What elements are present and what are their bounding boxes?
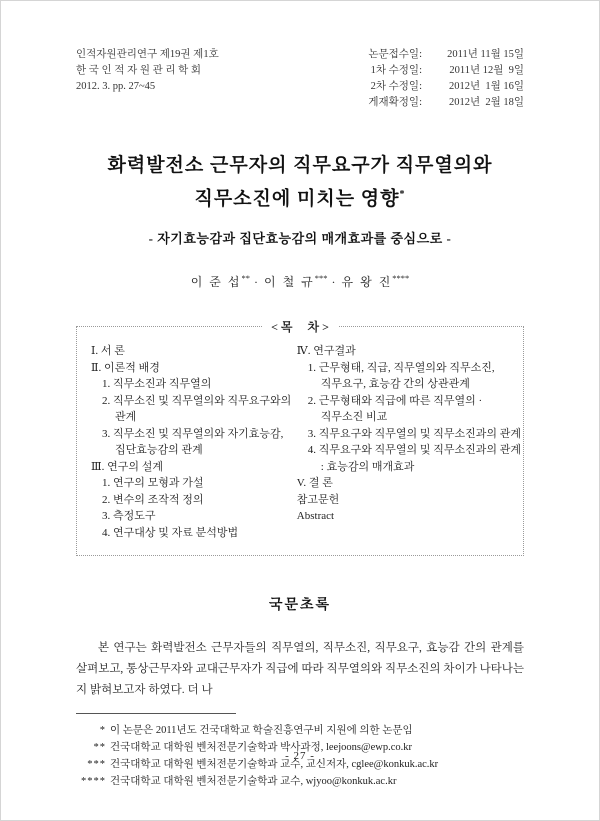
paper-title [76, 151, 524, 213]
toc-item: Ⅱ. 이론적 배경 [91, 361, 160, 374]
journal-info [76, 47, 219, 95]
korean-abstract-body: 본 연구는 화력발전소 근무자들의 직무열의, 직무소진, 직무요구, 효능감 간의 관계를 살펴보고, 통상근무자와 교대근무자가 직급에 따라 직무열의와 직무소진의 차이가 나타나는지 밝혀보고자 하였다. 더 나 [76, 642, 525, 697]
footnote-mark: **** [81, 776, 106, 788]
date-value: 2011년 12월 9일 [449, 65, 524, 76]
footnote-funding [76, 722, 524, 739]
page-header [76, 47, 524, 111]
date-label: 1차 수정일: [370, 65, 422, 76]
footnote-mark: ** [93, 742, 106, 754]
date-received [368, 47, 524, 63]
korean-abstract-heading: 국문초록 [268, 598, 332, 614]
author-3 [342, 275, 410, 289]
date-value: 2011년 11월 15일 [447, 49, 524, 60]
page-number: - 27 - [285, 750, 315, 762]
toc-item: 2. 직무소진 및 직무열의와 직무요구와의 [102, 394, 292, 407]
manuscript-dates [368, 47, 524, 111]
footnote-text: 건국대학교 대학원 벤처전문기술학과 교수, 교신저자, cglee@konkuk.ac.kr [110, 759, 439, 771]
toc-item: 참고문헌 [296, 493, 340, 506]
date-revised-2 [368, 79, 524, 95]
author-2 [264, 275, 328, 289]
toc-item: 1. 근무형태, 직급, 직무열의와 직무소진, [307, 361, 495, 374]
date-label: 논문접수일: [368, 49, 422, 60]
toc-item: Ⅳ. 연구결과 [296, 345, 356, 358]
paper-subtitle: - 자기효능감과 집단효능감의 매개효과를 중심으로 - [148, 231, 452, 247]
date-accepted [368, 95, 524, 111]
author-separator: · [253, 275, 260, 290]
author-3-name: 유 왕 진 [341, 275, 393, 290]
page-content [1, 1, 599, 790]
footnote-mark: * [99, 725, 106, 737]
toc-column-right [296, 343, 522, 541]
table-of-contents [76, 320, 524, 556]
date-label: 게재확정일: [368, 97, 422, 108]
toc-item: 직무요구, 효능감 간의 상관관계 [320, 378, 470, 391]
toc-item: 관계 [115, 411, 137, 424]
footnote-text: 건국대학교 대학원 벤처전문기술학과 교수, wjyoo@konkuk.ac.kr [110, 776, 397, 788]
toc-column-left [91, 343, 297, 541]
toc-item: Abstract [296, 510, 335, 523]
paper-title-line2 [76, 180, 524, 213]
toc-columns [91, 343, 522, 541]
date-revised-1 [368, 63, 524, 79]
toc-item: 4. 연구대상 및 자료 분석방법 [102, 526, 239, 539]
journal-society: 한 국 인 적 자 원 관 리 학 회 [76, 65, 202, 76]
author-2-mark: *** [314, 273, 328, 284]
author-separator: · [331, 275, 338, 290]
paper-title-line2-text: 직무소진에 미치는 영향 [194, 188, 400, 210]
author-3-mark: **** [392, 273, 410, 284]
toc-item: : 효능감의 매개효과 [320, 460, 415, 473]
toc-item: 3. 측정도구 [102, 510, 156, 523]
footnote-author-3 [76, 773, 524, 790]
footnote-divider [76, 713, 236, 714]
journal-name-volume: 인적자원관리연구 제19권 제1호 [76, 49, 219, 60]
toc-item: 3. 직무요구와 직무열의 및 직무소진과의 관계 [307, 427, 522, 440]
author-line [76, 273, 524, 290]
date-value: 2012년 1월 16일 [448, 81, 524, 92]
author-1-mark: ** [241, 273, 250, 284]
toc-item: Ⅰ. 서 론 [91, 345, 125, 358]
toc-item: V. 결 론 [296, 477, 333, 490]
paper-title-line1: 화력발전소 근무자의 직무요구가 직무열의와 [107, 155, 493, 176]
author-2-name: 이 철 규 [263, 275, 315, 290]
toc-item: Ⅲ. 연구의 설계 [91, 460, 163, 473]
footnote-text: 이 논문은 2011년도 건국대학교 학술진흥연구비 지원에 의한 논문임 [110, 725, 413, 737]
toc-legend: < 목 차 > [262, 318, 338, 335]
author-1-name: 이 준 섭 [190, 275, 242, 290]
toc-item: 1. 연구의 모형과 가설 [102, 477, 204, 490]
title-footnote-mark: * [399, 189, 406, 200]
toc-item: 1. 직무소진과 직무열의 [102, 378, 212, 391]
toc-item: 3. 직무소진 및 직무열의와 자기효능감, [102, 427, 284, 440]
toc-item: 집단효능감의 관계 [115, 444, 203, 457]
toc-item: 직무소진 비교 [320, 411, 388, 424]
footnote-text: 건국대학교 대학원 벤처전문기술학과 박사과정, leejoons@ewp.co.kr [110, 742, 413, 754]
footnote-mark: *** [87, 759, 106, 771]
date-label: 2차 수정일: [370, 81, 422, 92]
author-1 [191, 275, 250, 289]
toc-item: 2. 근무형태와 직급에 따른 직무열의 · [307, 394, 483, 407]
date-value: 2012년 2월 18일 [448, 97, 524, 108]
journal-date-pages: 2012. 3. pp. 27~45 [76, 81, 156, 92]
toc-item: 2. 변수의 조작적 정의 [102, 493, 204, 506]
toc-item: 4. 직무요구와 직무열의 및 직무소진과의 관계 [307, 444, 522, 457]
